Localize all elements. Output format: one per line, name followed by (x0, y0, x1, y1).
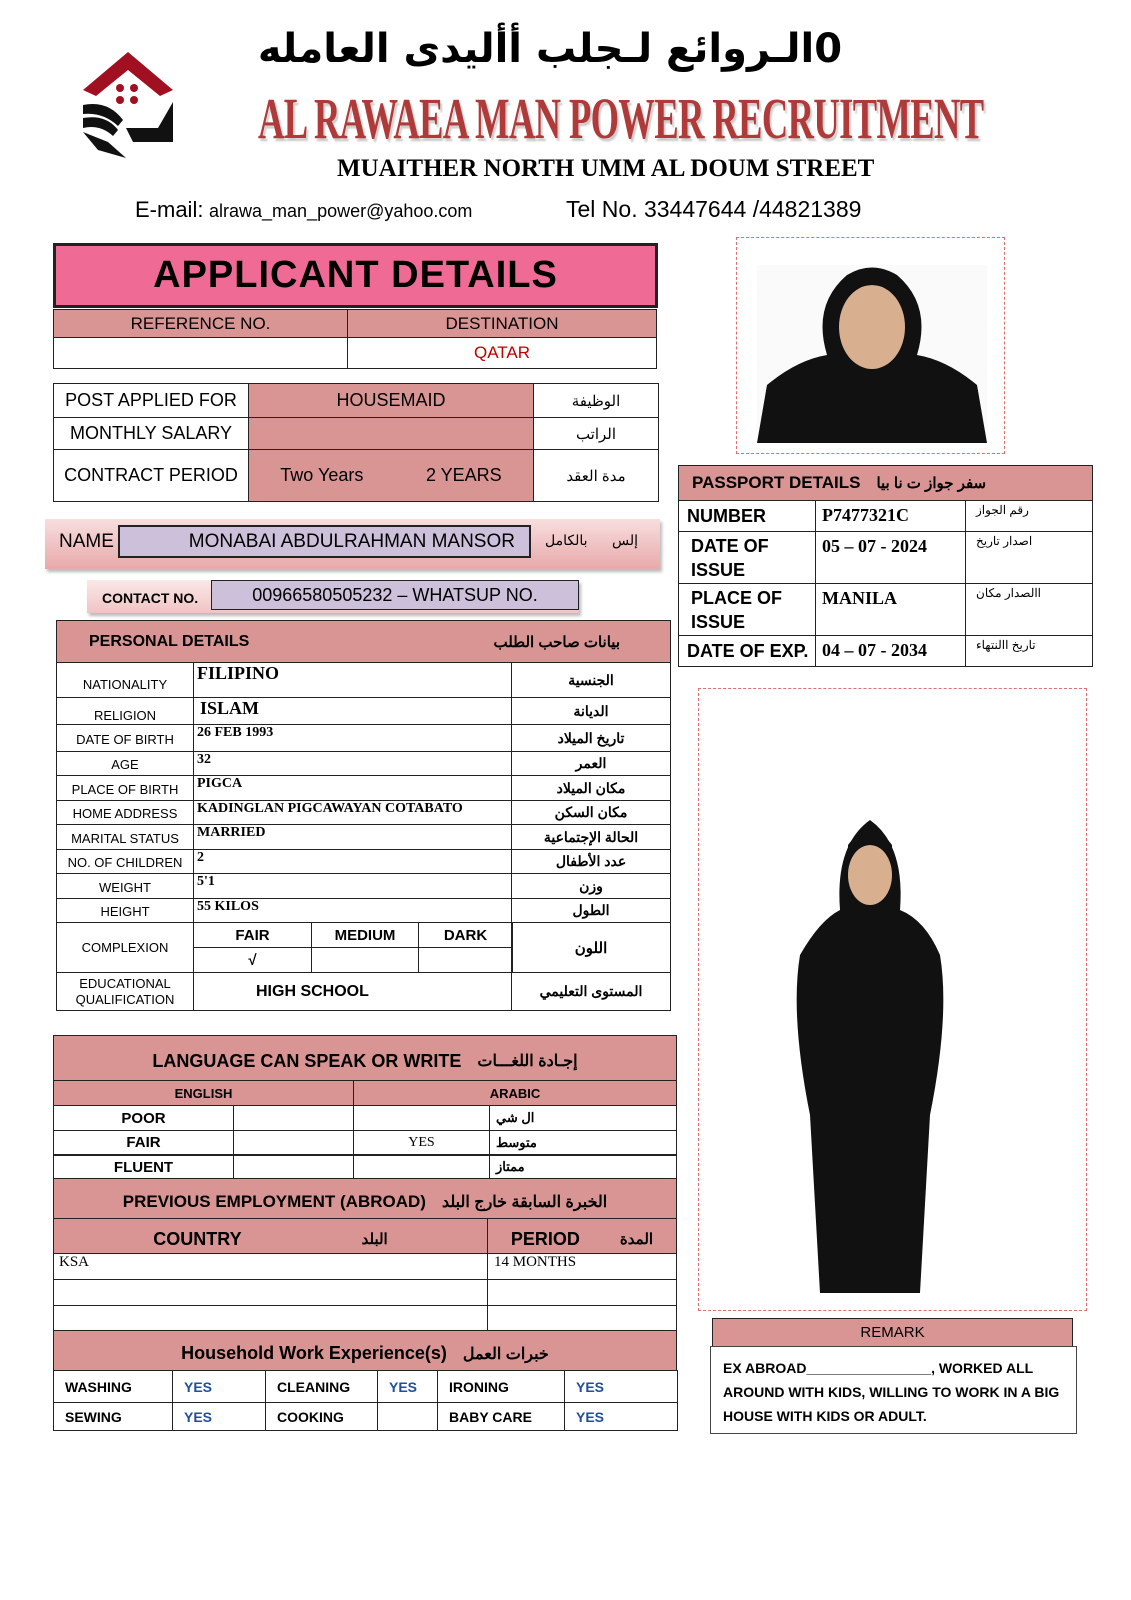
salary-label: MONTHLY SALARY (53, 417, 249, 450)
personal-field-label: HEIGHT (56, 898, 194, 923)
personal-field-value: 32 (193, 751, 512, 776)
applicant-details-title: APPLICANT DETAILS (53, 243, 658, 308)
personal-field-label-ar: الحالة الإجتماعية (511, 824, 671, 850)
complexion-option: MEDIUM (311, 922, 419, 948)
arabic-level-label: متوسط (489, 1130, 677, 1156)
personal-field-value: 2 (193, 849, 512, 874)
household-skill: CLEANING (265, 1370, 378, 1403)
household-skill-value: YES (564, 1370, 678, 1403)
post-label: POST APPLIED FOR (53, 383, 249, 418)
language-header-ar: إجـادة اللغـــات (477, 1053, 578, 1070)
personal-field-label: DATE OF BIRTH (56, 724, 194, 752)
personal-field-label-ar: وزن (511, 873, 671, 899)
name-label-ar1: بالكامل (545, 532, 588, 548)
household-skill-value: YES (377, 1370, 438, 1403)
employment-header-ar: الخبرة السابقة خارج البلد (441, 1193, 608, 1211)
contract-label-ar: مدة العقد (533, 449, 659, 502)
column-header-text: COUNTRY (153, 1228, 242, 1249)
personal-field-label: WEIGHT (56, 873, 194, 899)
education-label-line: QUALIFICATION (75, 991, 175, 1007)
salary-label-ar: الراتب (533, 417, 659, 450)
name-value: MONABAI ABDULRAHMAN MANSOR (118, 525, 531, 558)
company-address: MUAITHER NORTH UMM AL DOUM STREET (337, 155, 875, 182)
personal-field-label-ar: الجنسية (511, 662, 671, 698)
household-header (53, 1330, 677, 1371)
language-header (53, 1035, 677, 1081)
passport-field-label-ar: االصدار مكان (965, 583, 1093, 636)
email-label: E-mail: (135, 197, 204, 222)
complexion-checkmark (418, 947, 513, 973)
personal-field-label-ar: الديانة (511, 697, 671, 725)
employment-country (53, 1279, 488, 1306)
passport-header (678, 465, 1093, 501)
household-header-text: Household Work Experience(s) (181, 1343, 447, 1363)
passport-field-label-ar: تاريخ االنتهاء (965, 635, 1093, 667)
passport-header-text: سفر جواز ت نا بيا (876, 475, 987, 492)
household-skill: IRONING (437, 1370, 565, 1403)
personal-field-label-ar: تاريخ الميلاد (511, 724, 671, 752)
column-header-text: PERIOD (510, 1228, 580, 1249)
employment-country: KSA (53, 1253, 488, 1280)
personal-field-value: ISLAM (193, 697, 512, 725)
personal-field-label: NO. OF CHILDREN (56, 849, 194, 874)
english-level-value (233, 1154, 354, 1180)
passport-field-label: NUMBER (678, 500, 816, 532)
passport-field-label: PLACE OF ISSUE (678, 583, 816, 636)
personal-field-label-ar: الطول (511, 898, 671, 923)
complexion-label-ar: اللون (511, 922, 671, 973)
arabic-level-value: YES (353, 1130, 490, 1156)
personal-field-label: PLACE OF BIRTH (56, 775, 194, 801)
language-level-label: POOR (53, 1105, 234, 1131)
arabic-level-value (353, 1105, 490, 1131)
contact-row (87, 580, 579, 613)
passport-field-value: MANILA (815, 583, 966, 636)
language-header-text: LANGUAGE CAN SPEAK OR WRITE (152, 1050, 462, 1071)
arabic-level-value (353, 1154, 490, 1180)
household-skill: SEWING (53, 1402, 173, 1431)
arabic-company-title: 0الـروائع لـجلب أأليدى العامله (257, 26, 843, 72)
period-column-header (487, 1218, 677, 1254)
remark-title: REMARK (712, 1318, 1073, 1347)
employment-header-text: PREVIOUS EMPLOYMENT (ABROAD) (122, 1191, 426, 1211)
name-label-ar2: إلس (612, 532, 639, 548)
remark-text: EX ABROAD________________, WORKED ALL AROUND WITH KIDS, WILLING TO WORK IN A BIG HOUSE WITH KIDS OR ADULT. (710, 1346, 1077, 1434)
english-column-header: ENGLISH (53, 1080, 354, 1106)
arabic-column-header: ARABIC (353, 1080, 677, 1106)
passport-field-label: DATE OF ISSUE (678, 531, 816, 584)
personal-field-value: 55 KILOS (193, 898, 512, 923)
employment-period (487, 1305, 677, 1332)
household-skill: BABY CARE (437, 1402, 565, 1431)
personal-field-value: FILIPINO (193, 662, 512, 698)
passport-field-value: P7477321C (815, 500, 966, 532)
complexion-option: DARK (418, 922, 513, 948)
employment-header (53, 1178, 677, 1219)
name-label: NAME (59, 531, 114, 552)
passport-field-label-ar: اصدار تاريخ (965, 531, 1093, 584)
company-name: AL RAWAEA MAN POWER RECRUITMENT (258, 86, 984, 151)
destination-label: DESTINATION (347, 309, 657, 338)
personal-field-value: 26 FEB 1993 (193, 724, 512, 752)
personal-field-label: MARITAL STATUS (56, 824, 194, 850)
arabic-level-label: ممتاز (489, 1154, 677, 1180)
household-skill-value (377, 1402, 438, 1431)
language-level-label: FLUENT (53, 1154, 234, 1180)
employment-period (487, 1279, 677, 1306)
contract-value-text: Two Years (280, 465, 364, 485)
contract-value (248, 449, 534, 502)
employment-country (53, 1305, 488, 1332)
household-header-ar: خبرات العمل (462, 1345, 549, 1363)
personal-field-label: RELIGION (56, 697, 194, 725)
arabic-level-label: ال شي (489, 1105, 677, 1131)
personal-details-header (56, 620, 671, 663)
education-label-ar: المستوى التعليمي (511, 972, 671, 1011)
household-skill-value: YES (172, 1402, 266, 1431)
contact-label: CONTACT NO. (102, 590, 199, 606)
email-line (135, 197, 472, 223)
name-row (45, 519, 660, 569)
post-value: HOUSEMAID (248, 383, 534, 418)
complexion-label: COMPLEXION (56, 922, 194, 973)
passport-header-text: PASSPORT DETAILS (692, 473, 861, 492)
portrait-photo (757, 265, 987, 443)
passport-field-value: 04 – 07 - 2034 (815, 635, 966, 667)
telephone: Tel No. 33447644 /44821389 (566, 196, 862, 222)
passport-field-value: 05 – 07 - 2024 (815, 531, 966, 584)
english-level-value (233, 1130, 354, 1156)
country-column-header (53, 1218, 488, 1254)
household-skill-value: YES (172, 1370, 266, 1403)
personal-field-value: KADINGLAN PIGCAWAYAN COTABATO (193, 800, 512, 825)
personal-field-label: AGE (56, 751, 194, 776)
passport-field-label: DATE OF EXP. (678, 635, 816, 667)
personal-field-value: MARRIED (193, 824, 512, 850)
household-skill: COOKING (265, 1402, 378, 1431)
personal-details-title-ar: بيانات صاحب الطلب (493, 633, 620, 651)
education-value: HIGH SCHOOL (193, 972, 512, 1011)
language-level-label: FAIR (53, 1130, 234, 1156)
personal-field-label-ar: العمر (511, 751, 671, 776)
full-body-photo (780, 815, 960, 1295)
complexion-checkmark (311, 947, 419, 973)
personal-field-label: NATIONALITY (56, 662, 194, 698)
personal-field-value: 5'1 (193, 873, 512, 899)
household-skill: WASHING (53, 1370, 173, 1403)
personal-field-label-ar: مكان السكن (511, 800, 671, 825)
education-label-line: EDUCATIONAL (79, 975, 171, 991)
employment-period: 14 MONTHS (487, 1253, 677, 1280)
personal-field-value: PIGCA (193, 775, 512, 801)
personal-field-label-ar: عدد الأطفال (511, 849, 671, 874)
education-label (56, 972, 194, 1011)
contact-value: 00966580505232 – WHATSUP NO. (211, 580, 579, 610)
personal-details-title: PERSONAL DETAILS (89, 632, 250, 650)
destination-value: QATAR (347, 337, 657, 369)
complexion-option: FAIR (193, 922, 312, 948)
contract-value-years: 2 YEARS (425, 465, 502, 485)
passport-field-label-ar: رقم الجواز (965, 500, 1093, 532)
column-header-text: البلد (361, 1231, 388, 1248)
complexion-checkmark: √ (193, 947, 312, 973)
reference-label: REFERENCE NO. (53, 309, 348, 338)
personal-field-label-ar: مكان الميلاد (511, 775, 671, 801)
contract-label: CONTRACT PERIOD (53, 449, 249, 502)
column-header-text: المدة (619, 1231, 654, 1248)
reference-value (53, 337, 348, 369)
email-address[interactable]: alrawa_man_power@yahoo.com (209, 201, 473, 221)
household-skill-value: YES (564, 1402, 678, 1431)
english-level-value (233, 1105, 354, 1131)
personal-field-label: HOME ADDRESS (56, 800, 194, 825)
salary-value (248, 417, 534, 450)
post-label-ar: الوظيفة (533, 383, 659, 418)
